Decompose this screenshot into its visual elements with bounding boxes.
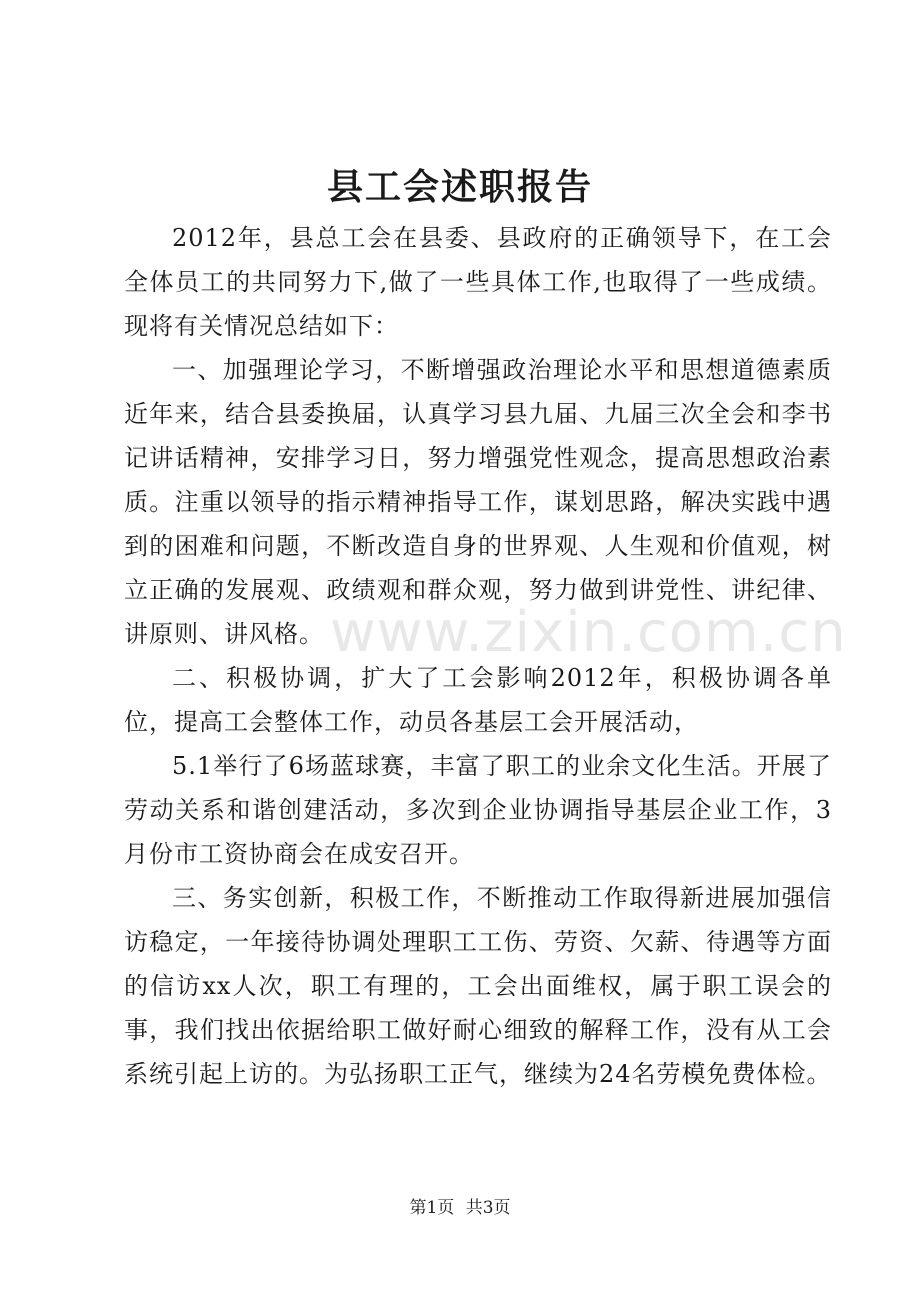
paragraph-theory-study: 一、加强理论学习，不断增强政治理论水平和思想道德素质近年来，结合县委换届，认真学习县九届、九届三次全会和李书记讲话精神，安排学习日，努力增强党性观念，提高思想政治素质。注重以领导的指示精神指导工作，谋划思路，解决实践中遇到的困难和问题，不断改造自身的世界观、人生观和价值观，树立正确的发展观、政绩观和群众观，努力做到讲党性、讲纪律、讲原则、讲风格。 <box>124 356 832 648</box>
paragraph-coordination: 二、积极协调，扩大了工会影响2012年，积极协调各单位，提高工会整体工作，动员各基层工会开展活动， <box>124 664 832 736</box>
page-total: 共3页 <box>465 1198 511 1218</box>
paragraph-activities: 5.1举行了6场蓝球赛，丰富了职工的业余文化生活。开展了劳动关系和谐创建活动，多次到企业协调指导基层企业工作，3月份市工资协商会在成安召开。 <box>124 752 832 868</box>
paragraph-innovation: 三、务实创新，积极工作，不断推动工作取得新进展加强信访稳定，一年接待协调处理职工工伤、劳资、欠薪、待遇等方面的信访xx人次，职工有理的，工会出面维权，属于职工误会的事，我们找出依据给职工做好耐心细致的解释工作，没有从工会系统引起上访的。为弘扬职工正气，继续为24名劳模免费体检。 <box>124 884 832 1088</box>
document-title: 县工会述职报告 <box>326 166 593 208</box>
page-number: 第1页 <box>409 1198 455 1218</box>
paragraph-intro: 2012年，县总工会在县委、县政府的正确领导下，在工会全体员工的共同努力下,做了一些具体工作,也取得了一些成绩。现将有关情况总结如下： <box>124 224 832 340</box>
page-footer <box>0 1196 920 1220</box>
watermark: www.zixin.com.cn <box>330 600 847 665</box>
